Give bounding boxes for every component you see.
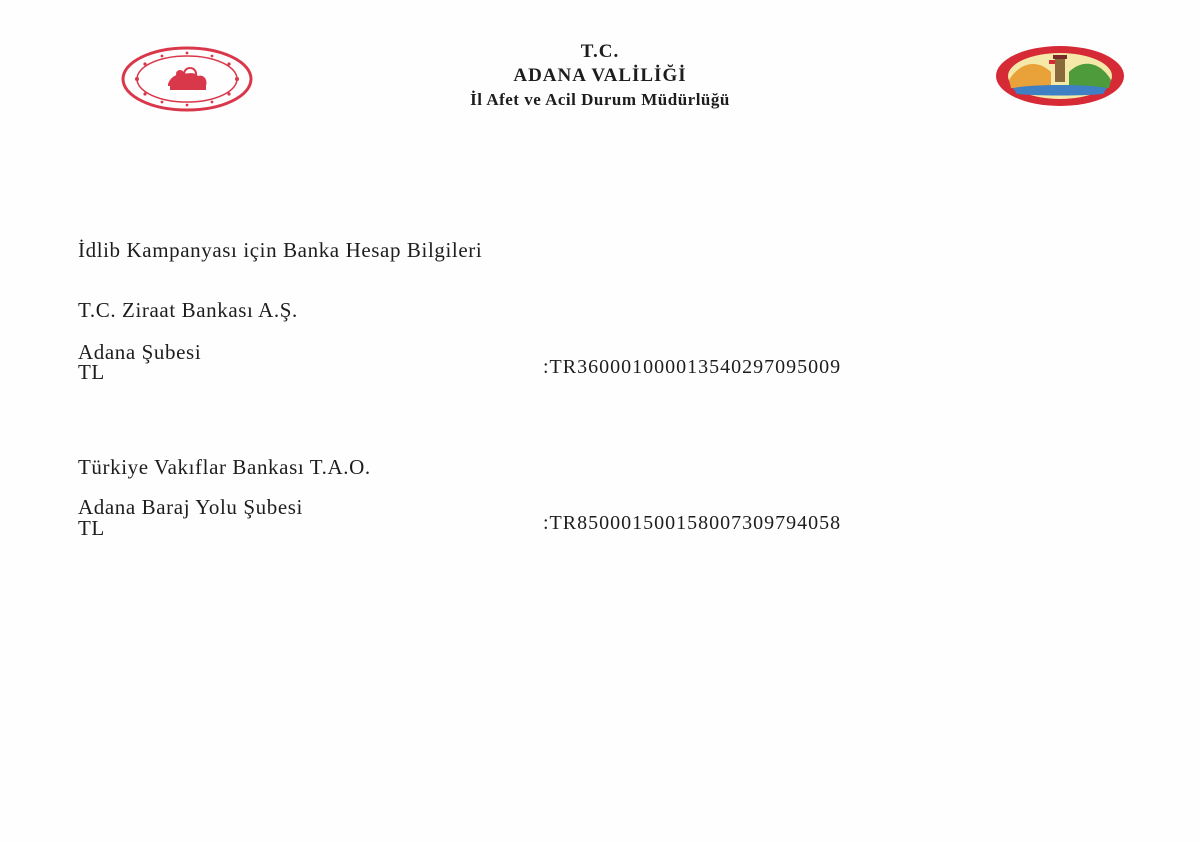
currency-1: TL — [78, 360, 105, 384]
iban-1: :TR360001000013540297095009 — [543, 356, 842, 378]
letterhead — [300, 40, 900, 112]
iban-2: :TR850001500158007309794058 — [543, 512, 842, 534]
bank-name-2: Türkiye Vakıflar Bankası T.A.O. — [78, 455, 371, 479]
header-line-governorship: ADANA VALİLİĞİ — [513, 65, 687, 86]
bank-name-1: T.C. Ziraat Bankası A.Ş. — [78, 298, 298, 322]
document-title: İdlib Kampanyası için Banka Hesap Bilgileri — [78, 238, 483, 262]
header-line-department: İl Afet ve Acil Durum Müdürlüğü — [470, 90, 730, 109]
branch-name-1: Adana Şubesi — [78, 340, 202, 364]
header-line-tc: T.C. — [580, 41, 620, 62]
branch-name-2: Adana Baraj Yolu Şubesi — [78, 495, 303, 519]
currency-2: TL — [78, 516, 105, 540]
governorship-seal-logo — [120, 46, 254, 112]
municipality-emblem-logo — [993, 44, 1127, 108]
